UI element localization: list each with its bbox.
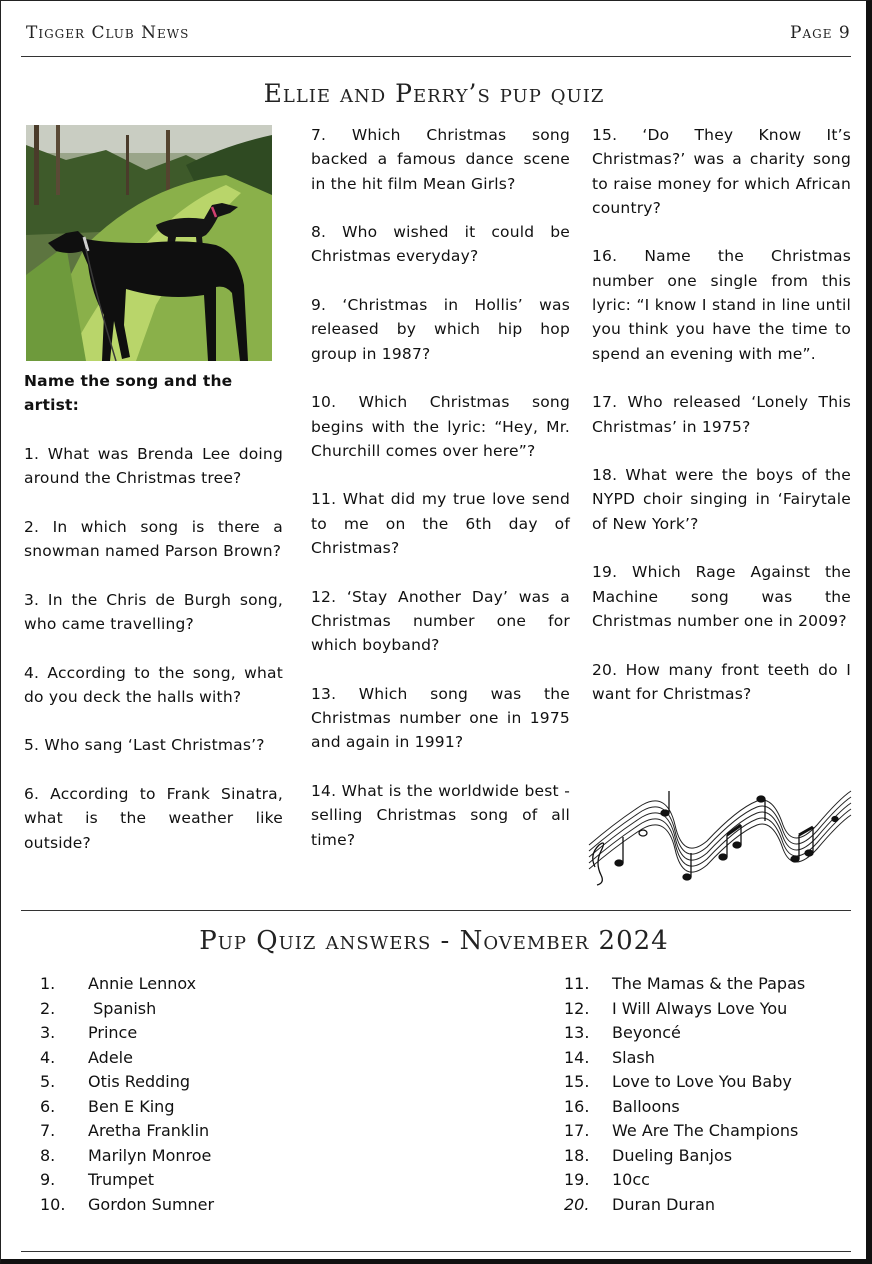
answer-text: The Mamas & the Papas <box>612 974 806 993</box>
answer-row <box>40 1193 300 1218</box>
quiz-question: 9. ‘Christmas in Hollis’ was released by which hip hop group in 1987? <box>311 296 570 363</box>
answer-row <box>564 1095 844 1120</box>
answer-text: Aretha Franklin <box>88 1121 210 1140</box>
answer-row <box>564 972 844 997</box>
answers-column-2 <box>564 972 844 1217</box>
answer-number: 14. <box>564 1047 590 1067</box>
page-number: Page 9 <box>790 23 851 43</box>
answer-text: Beyoncé <box>612 1023 681 1042</box>
answer-text: Ben E King <box>88 1096 175 1116</box>
answer-number: 10. <box>40 1194 66 1214</box>
answer-row <box>564 1144 844 1169</box>
answer-number: 19. <box>564 1170 590 1189</box>
answer-row <box>40 997 300 1022</box>
answer-number: 16. <box>564 1096 590 1116</box>
quiz-question: 10. Which Christmas song begins with the lyric: “Hey, Mr. Churchill comes over here”? <box>311 393 570 460</box>
footer-divider <box>21 1251 851 1252</box>
answer-number: 5. <box>40 1072 56 1091</box>
quiz-question: 8. Who wished it could be Christmas everyday? <box>311 223 570 266</box>
answer-number: 8. <box>40 1145 56 1165</box>
music-notes-illustration <box>587 785 853 891</box>
answer-number: 13. <box>564 1023 590 1042</box>
quiz-question: 15. ‘Do They Know It’s Christmas?’ was a charity song to raise money for which African country? <box>592 126 851 217</box>
quiz-question: 6. According to Frank Sinatra, what is the weather like outside? <box>24 785 283 852</box>
answer-row <box>40 1046 300 1071</box>
answer-text: Spanish <box>88 998 157 1018</box>
questions-column-2 <box>311 123 570 876</box>
answer-text: Marilyn Monroe <box>88 1145 212 1165</box>
quiz-question: 5. Who sang ‘Last Christmas’? <box>24 736 265 755</box>
answer-row <box>40 1168 300 1193</box>
quiz-question: 3. In the Chris de Burgh song, who came travelling? <box>24 590 283 633</box>
answer-text: Otis Redding <box>88 1072 191 1091</box>
answer-row <box>40 1070 300 1095</box>
quiz-title: Ellie and Perry’s pup quiz <box>263 79 605 108</box>
quiz-question: 17. Who released ‘Lonely This Christmas’ in 1975? <box>592 393 851 436</box>
quiz-question: 2. In which song is there a snowman named Parson Brown? <box>24 517 283 561</box>
answer-number: 15. <box>564 1072 590 1091</box>
answer-number: 20. <box>564 1194 590 1214</box>
answer-row <box>40 1119 300 1144</box>
answer-text: Adele <box>88 1047 133 1067</box>
answer-text: We Are The Champions <box>612 1121 799 1140</box>
answer-text: Gordon Sumner <box>88 1194 215 1214</box>
answer-row <box>564 1168 844 1193</box>
quiz-question: 12. ‘Stay Another Day’ was a Christmas number one for which boyband? <box>311 587 570 655</box>
answer-row <box>564 1119 844 1144</box>
answer-row <box>564 1046 844 1071</box>
answer-number: 2. <box>40 998 56 1018</box>
answer-text: Annie Lennox <box>88 974 197 993</box>
answer-row <box>40 1021 300 1046</box>
answer-number: 12. <box>564 998 590 1018</box>
answer-row <box>564 997 844 1022</box>
answer-number: 3. <box>40 1023 56 1042</box>
answer-number: 1. <box>40 974 56 993</box>
greyhounds-photo <box>26 125 272 361</box>
quiz-question: 18. What were the boys of the NYPD choir singing in ‘Fairytale of New York’? <box>592 466 851 533</box>
answer-number: 4. <box>40 1047 56 1067</box>
answer-text: Balloons <box>612 1096 680 1116</box>
answer-number: 17. <box>564 1121 590 1140</box>
answer-text: Dueling Banjos <box>612 1145 733 1165</box>
answer-row <box>40 1144 300 1169</box>
section-divider <box>21 910 851 911</box>
quiz-question: 13. Which song was the Christmas number one in 1975 and again in 1991? <box>311 684 570 752</box>
quiz-question: 1. What was Brenda Lee doing around the Christmas tree? <box>24 444 283 488</box>
answer-text: Love to Love You Baby <box>612 1072 792 1091</box>
answer-row <box>40 972 300 997</box>
answer-text: I Will Always Love You <box>612 998 788 1018</box>
quiz-question: 14. What is the worldwide best -selling Christmas song of all time? <box>311 782 570 849</box>
quiz-question: 11. What did my true love send to me on the 6th day of Christmas? <box>311 490 570 558</box>
quiz-question: 20. How many front teeth do I want for Christmas? <box>592 660 851 703</box>
answer-text: Duran Duran <box>612 1194 716 1214</box>
quiz-question: 16. Name the Christmas number one single from this lyric: “I know I stand in line until you think you have the time to spend an evening with me”. <box>592 247 851 363</box>
answer-row <box>564 1070 844 1095</box>
questions-column-3 <box>592 123 851 730</box>
answer-number: 11. <box>564 974 590 993</box>
answer-text: 10cc <box>612 1170 650 1189</box>
header-divider <box>21 56 851 57</box>
answer-row <box>564 1193 844 1218</box>
answer-text: Slash <box>612 1047 655 1067</box>
answers-title: Pup Quiz answers - November 2024 <box>199 926 669 956</box>
answer-text: Prince <box>88 1023 138 1042</box>
answer-number: 18. <box>564 1145 590 1165</box>
questions-column-1 <box>24 369 283 879</box>
quiz-question: 19. Which Rage Against the Machine song was the Christmas number one in 2009? <box>592 563 851 630</box>
answer-number: 9. <box>40 1170 56 1189</box>
quiz-question: 4. According to the song, what do you deck the halls with? <box>24 663 283 706</box>
newsletter-name: Tigger Club News <box>26 23 190 43</box>
answers-column-1 <box>40 972 300 1217</box>
answer-row <box>40 1095 300 1120</box>
answer-row <box>564 1021 844 1046</box>
answer-number: 6. <box>40 1096 56 1116</box>
quiz-instructions: Name the song and the artist: <box>24 372 233 415</box>
answer-number: 7. <box>40 1121 56 1140</box>
answer-text: Trumpet <box>88 1170 154 1189</box>
quiz-question: 7. Which Christmas song backed a famous dance scene in the hit film Mean Girls? <box>311 126 570 193</box>
